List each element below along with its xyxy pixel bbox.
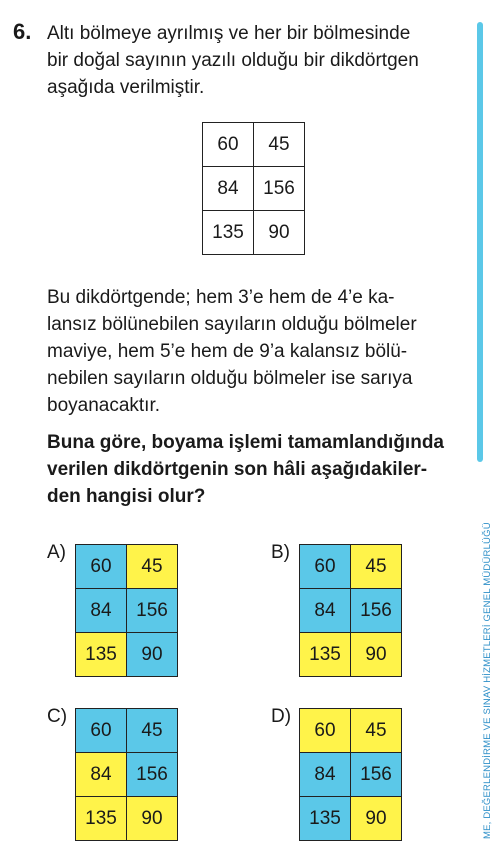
option-cell: 90 (127, 633, 178, 677)
option-cell: 84 (76, 589, 127, 633)
option-c-letter[interactable]: C) (47, 706, 68, 727)
body-line: lansız bölünebilen sayıların olduğu bölmeler (47, 314, 417, 335)
number-grid (202, 122, 305, 255)
option-cell: 156 (351, 589, 402, 633)
option-cell: 135 (76, 633, 127, 677)
option-cell: 60 (76, 545, 127, 589)
question-number: 6. (13, 19, 32, 44)
body-line: nebilen sayıların olduğu bölmeler ise sarıya (47, 368, 413, 389)
grid-cell: 135 (203, 211, 254, 255)
option-cell: 135 (76, 797, 127, 841)
prompt-line: verilen dikdörtgenin son hâli aşağıdakiler- (47, 459, 428, 480)
option-cell: 90 (127, 797, 178, 841)
body-line: boyanacaktır. (47, 395, 161, 416)
option-b-letter[interactable]: B) (271, 542, 290, 563)
option-c-grid[interactable] (75, 708, 178, 841)
option-cell: 156 (351, 753, 402, 797)
grid-cell: 60 (203, 123, 254, 167)
option-cell: 45 (127, 709, 178, 753)
question-intro (47, 20, 467, 101)
option-cell: 135 (300, 633, 351, 677)
option-cell: 45 (127, 545, 178, 589)
option-cell: 84 (300, 753, 351, 797)
intro-line: aşağıda verilmiştir. (47, 77, 205, 98)
intro-line: Altı bölmeye ayrılmış ve her bir bölmesinde (47, 23, 411, 44)
body-line: maviye, hem 5’e hem de 9’a kalansız bölü- (47, 341, 408, 362)
option-cell: 60 (76, 709, 127, 753)
option-cell: 156 (127, 589, 178, 633)
option-a-grid[interactable] (75, 544, 178, 677)
grid-cell: 156 (254, 167, 305, 211)
option-cell: 135 (300, 797, 351, 841)
option-a-letter[interactable]: A) (47, 542, 66, 563)
option-cell: 60 (300, 709, 351, 753)
question-body (47, 284, 417, 419)
option-cell: 90 (351, 797, 402, 841)
body-line: Bu dikdörtgende; hem 3’e hem de 4’e ka- (47, 287, 395, 308)
option-b-grid[interactable] (299, 544, 402, 677)
option-cell: 84 (76, 753, 127, 797)
grid-cell: 45 (254, 123, 305, 167)
grid-cell: 84 (203, 167, 254, 211)
option-cell: 84 (300, 589, 351, 633)
option-cell: 90 (351, 633, 402, 677)
prompt-line: den hangisi olur? (47, 486, 206, 507)
intro-line: bir doğal sayının yazılı olduğu bir dikdörtgen (47, 50, 419, 71)
option-cell: 60 (300, 545, 351, 589)
grid-cell: 90 (254, 211, 305, 255)
option-cell: 156 (127, 753, 178, 797)
option-d-letter[interactable]: D) (271, 706, 292, 727)
option-cell: 45 (351, 709, 402, 753)
side-publisher-text: ME, DEĞERLENDİRME VE SINAV HİZMETLERİ GENEL MÜDÜRLÜĞÜ (482, 522, 493, 839)
question-prompt (47, 429, 444, 510)
prompt-line: Buna göre, boyama işlemi tamamlandığında (47, 432, 444, 453)
option-d-grid[interactable] (299, 708, 402, 841)
side-accent-bar (477, 22, 483, 462)
option-cell: 45 (351, 545, 402, 589)
